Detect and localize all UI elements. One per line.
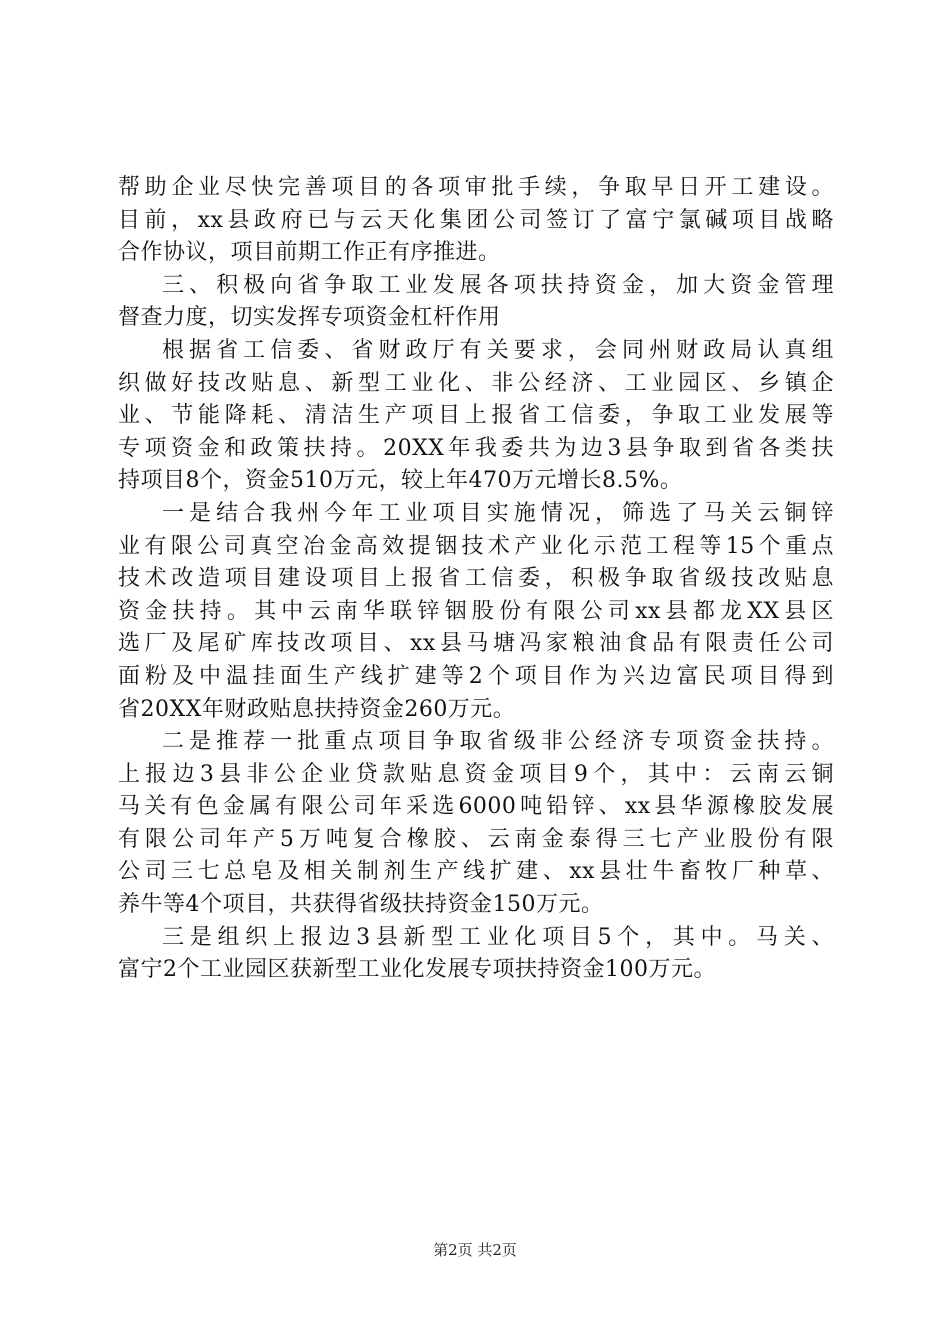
text-line: 资金扶持。其中云南华联锌铟股份有限公司xx县都龙XX县区 <box>118 598 834 624</box>
text-line: 帮助企业尽快完善项目的各项审批手续，争取早日开工建设。 <box>118 175 834 200</box>
text-line: 富宁2个工业园区获新型工业化发展专项扶持资金100万元。 <box>118 957 716 983</box>
text-line: 一是结合我州今年工业项目实施情况，筛选了马关云铜锌 <box>162 500 834 526</box>
text-line: 养牛等4个项目，共获得省级扶持资金150万元。 <box>118 892 604 918</box>
text-line: 持项目8个，资金510万元，较上年470万元增长8.5%。 <box>118 468 683 494</box>
text-line: 马关有色金属有限公司年采选6000吨铅锌、xx县华源橡胶发展 <box>118 794 834 820</box>
text-line: 上报边3县非公企业贷款贴息资金项目9个，其中：云南云铜 <box>118 761 834 787</box>
text-line: 技术改造项目建设项目上报省工信委，积极争取省级技改贴息 <box>118 566 834 592</box>
text-line: 三是组织上报边3县新型工业化项目5个，其中。马关、 <box>162 924 834 950</box>
text-line: 业有限公司真空冶金高效提铟技术产业化示范工程等15个重点 <box>118 533 834 559</box>
document-body <box>118 172 834 987</box>
text-line: 二是推荐一批重点项目争取省级非公经济专项资金扶持。 <box>162 729 834 755</box>
text-line: 公司三七总皂及相关制剂生产线扩建、xx县壮牛畜牧厂种草、 <box>118 859 834 885</box>
text-line: 督查力度，切实发挥专项资金杠杆作用 <box>118 305 501 331</box>
text-line: 省20XX年财政贴息扶持资金260万元。 <box>118 696 516 722</box>
text-line: 选厂及尾矿库技改项目、xx县马塘冯家粮油食品有限责任公司 <box>118 631 834 657</box>
text-line: 三、积极向省争取工业发展各项扶持资金，加大资金管理 <box>162 272 834 298</box>
text-line: 织做好技改贴息、新型工业化、非公经济、工业园区、乡镇企 <box>118 370 834 396</box>
text-line: 有限公司年产5万吨复合橡胶、云南金泰得三七产业股份有限 <box>118 826 834 852</box>
text-line: 面粉及中温挂面生产线扩建等2个项目作为兴边富民项目得到 <box>118 663 834 689</box>
text-line: 目前，xx县政府已与云天化集团公司签订了富宁氯碱项目战略 <box>118 207 834 233</box>
text-line: 业、节能降耗、清洁生产项目上报省工信委，争取工业发展等 <box>118 403 834 429</box>
text-line: 合作协议，项目前期工作正有序推进。 <box>118 240 501 266</box>
text-line: 专项资金和政策扶持。20XX年我委共为边3县争取到省各类扶 <box>118 435 834 461</box>
text-line: 根据省工信委、省财政厅有关要求，会同州财政局认真组 <box>162 337 834 363</box>
page-footer: 第2页 共2页 <box>433 1241 517 1259</box>
